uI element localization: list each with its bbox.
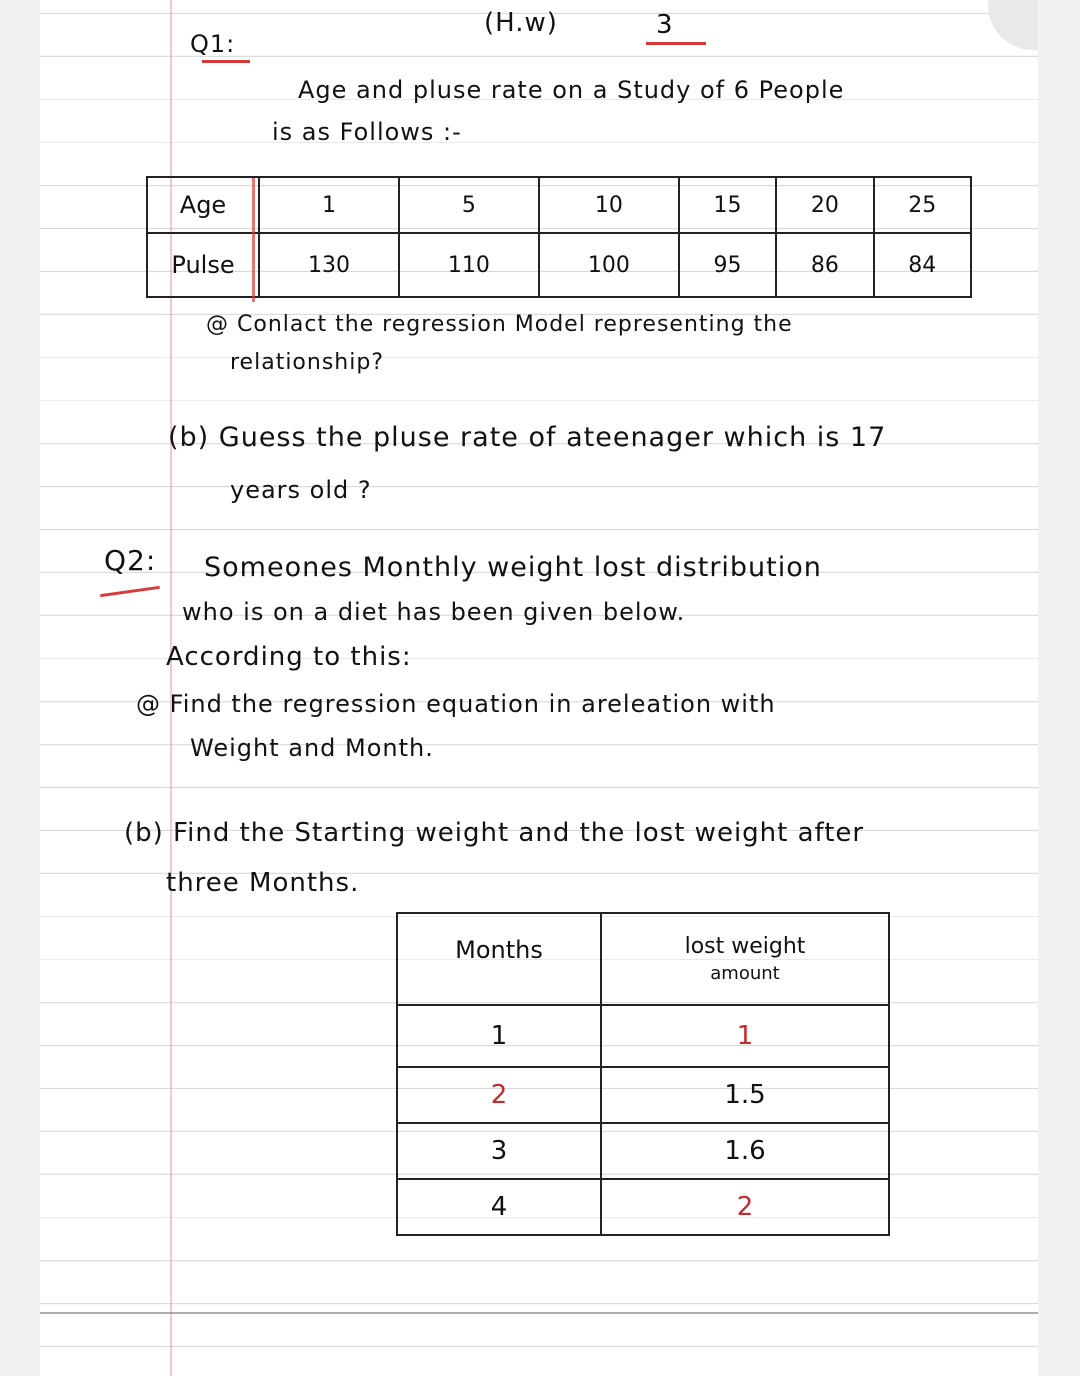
q2-underline: [100, 586, 160, 597]
age-cell: 15: [679, 177, 776, 233]
q2-data-table: [396, 912, 890, 1236]
table-row: [397, 1123, 889, 1179]
q2-part-a-line2: Weight and Month.: [190, 734, 434, 762]
row-header-pulse: Pulse: [147, 233, 259, 297]
q2-label: Q2:: [104, 544, 157, 577]
pulse-cell: 110: [399, 233, 539, 297]
age-cell: 20: [776, 177, 873, 233]
q2-line1: Someones Monthly weight lost distribution: [204, 552, 822, 583]
table-row-age: [147, 177, 971, 233]
pulse-cell: 86: [776, 233, 873, 297]
weight-cell: 1.5: [601, 1067, 889, 1123]
corner-shadow: [988, 0, 1038, 50]
col-header-months: Months: [397, 913, 601, 1005]
age-cell: 10: [539, 177, 679, 233]
pulse-cell: 95: [679, 233, 776, 297]
table-row: [397, 1067, 889, 1123]
age-cell: 25: [874, 177, 971, 233]
col-header-lost-weight: [601, 913, 889, 1005]
q1-part-b-line2: years old ?: [230, 476, 372, 504]
table-row: [397, 1005, 889, 1067]
q1-part-a-line2: relationship?: [230, 350, 384, 375]
weight-cell: 2: [601, 1179, 889, 1235]
hw-number: 3: [656, 10, 674, 40]
table-row: [397, 1179, 889, 1235]
month-cell: 1: [397, 1005, 601, 1067]
pulse-cell: 130: [259, 233, 399, 297]
pulse-cell: 100: [539, 233, 679, 297]
weight-cell: 1.6: [601, 1123, 889, 1179]
q1-label: Q1:: [190, 30, 236, 58]
month-cell: 4: [397, 1179, 601, 1235]
q1-underline: [202, 60, 250, 63]
q1-intro-line2: is as Follows :-: [272, 118, 462, 146]
q1-intro-line1: Age and pluse rate on a Study of 6 People: [298, 76, 845, 104]
table-row-pulse: [147, 233, 971, 297]
month-cell: 3: [397, 1123, 601, 1179]
q2-part-b-line2: three Months.: [166, 868, 360, 898]
q1-part-a-line1: @ Conlact the regression Model representing the: [206, 312, 793, 337]
q1-data-table: [146, 176, 972, 298]
hw-header: (H.w): [484, 8, 558, 38]
age-cell: 5: [399, 177, 539, 233]
col-header-amount: amount: [710, 963, 780, 984]
weight-cell: 1: [601, 1005, 889, 1067]
hw-number-underline: [646, 42, 706, 45]
col-header-lost-weight-label: lost weight: [684, 934, 806, 959]
pulse-cell: 84: [874, 233, 971, 297]
q2-part-a-line1: @ Find the regression equation in areleation with: [136, 690, 776, 718]
age-cell: 1: [259, 177, 399, 233]
q2-line2: who is on a diet has been given below.: [182, 598, 686, 626]
notebook-page: [40, 0, 1038, 1376]
q2-line3: According to this:: [166, 642, 412, 672]
table-header-row: [397, 913, 889, 1005]
q2-part-b-line1: (b) Find the Starting weight and the lost weight after: [124, 818, 865, 848]
row-header-age: Age: [147, 177, 259, 233]
month-cell: 2: [397, 1067, 601, 1123]
q1-part-b-line1: (b) Guess the pluse rate of ateenager which is 17: [168, 422, 887, 453]
page-bottom-line: [40, 1312, 1038, 1314]
table-red-margin: [252, 178, 255, 302]
